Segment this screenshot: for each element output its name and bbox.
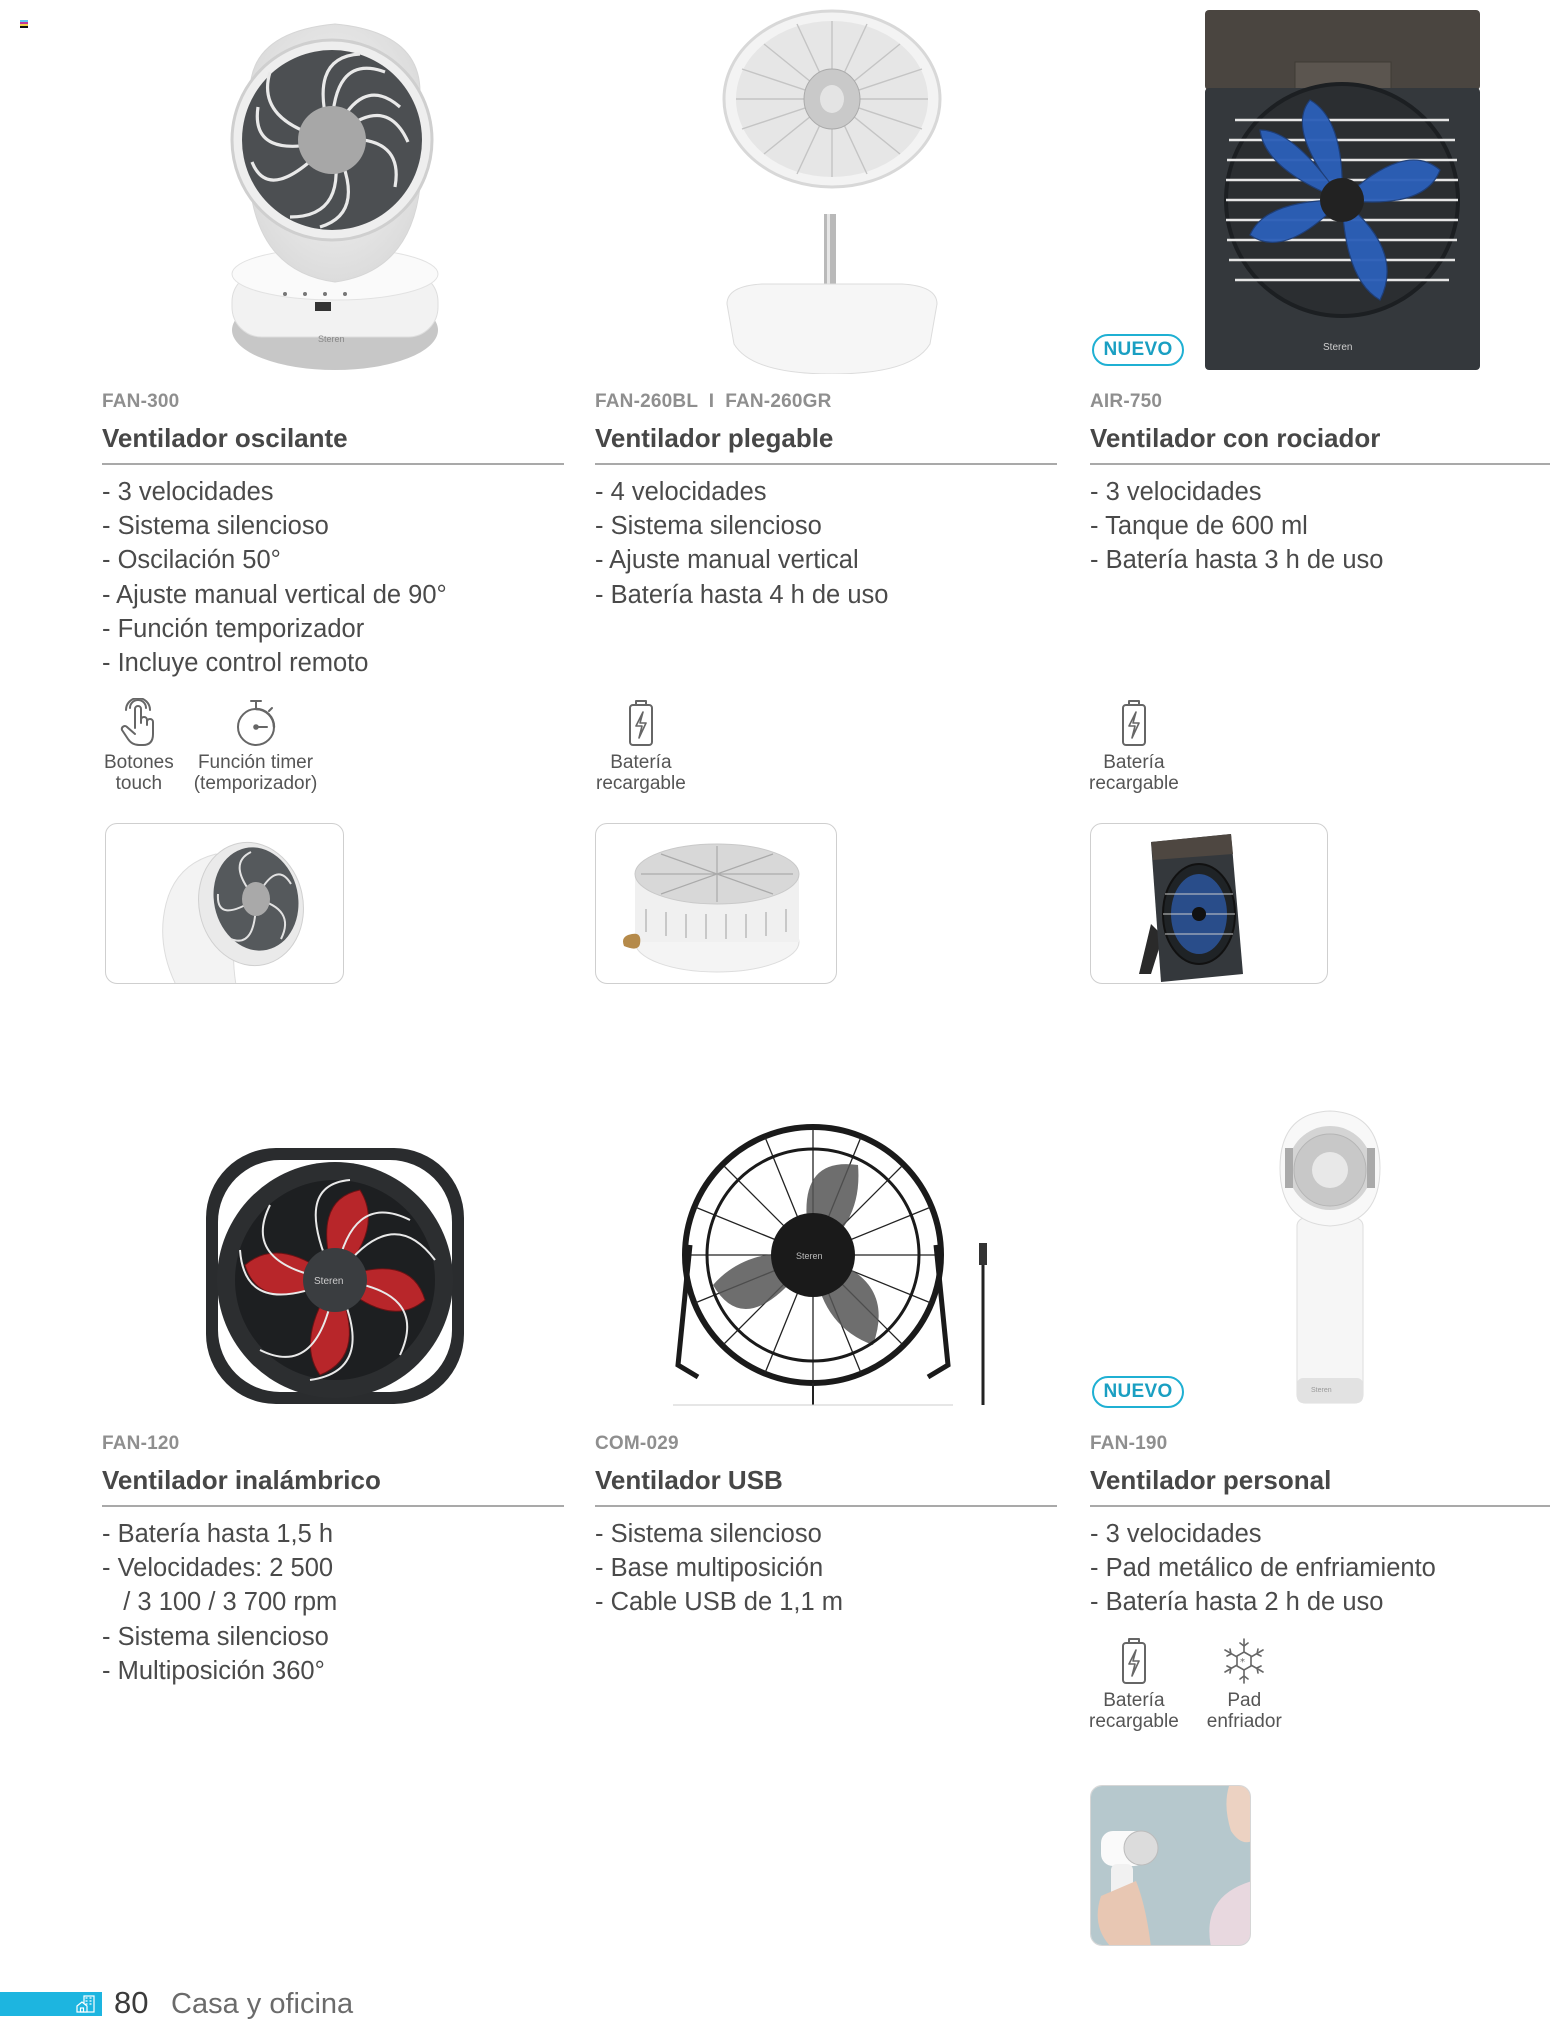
feature-label: Batería <box>1103 1690 1165 1711</box>
fan-side-view-image <box>106 824 344 984</box>
feature-rechargeable-battery <box>1089 698 1179 794</box>
person-using-fan-image <box>1091 1786 1251 1946</box>
feature-label: recargable <box>1089 1711 1179 1732</box>
feature-label: Batería <box>610 752 672 773</box>
product-model: FAN-260BL I FAN-260GR <box>595 391 832 412</box>
svg-text:Steren: Steren <box>1311 1387 1332 1394</box>
home-office-icon <box>76 1994 96 2014</box>
feature-label: Función timer <box>197 752 314 773</box>
feature-label: recargable <box>596 773 686 794</box>
product-model: COM-029 <box>595 1433 679 1454</box>
feature-label: Batería <box>1103 752 1165 773</box>
product-image-fan-300 <box>210 12 460 377</box>
feature-item: - Multiposición 360° <box>102 1656 325 1685</box>
product-card-air-750 <box>1090 390 1550 578</box>
feature-icons-fan-300 <box>104 698 317 794</box>
product-image-fan-260 <box>712 4 952 374</box>
feature-timer <box>194 698 318 794</box>
feature-label: Botones <box>104 752 174 773</box>
feature-label: enfriador <box>1206 1711 1282 1732</box>
feature-touch-buttons <box>104 698 174 794</box>
product-image-fan-190 <box>1275 1108 1385 1408</box>
feature-list <box>102 475 564 680</box>
feature-item: - Batería hasta 2 h de uso <box>1090 1588 1384 1617</box>
print-registration-mark <box>20 20 28 29</box>
product-card-fan-190 <box>1090 1432 1550 1620</box>
page-number: 80 <box>114 1985 149 2020</box>
feature-rechargeable-battery <box>596 698 686 794</box>
feature-list <box>595 475 1057 612</box>
feature-item: / 3 100 / 3 700 rpm <box>102 1588 338 1617</box>
feature-list <box>595 1517 1057 1620</box>
feature-item: - Sistema silencioso <box>102 512 329 541</box>
feature-item: - Sistema silencioso <box>595 512 822 541</box>
feature-item: - Sistema silencioso <box>595 1520 822 1548</box>
product-image-air-750 <box>1205 10 1480 370</box>
feature-item: - Incluye control remoto <box>102 649 369 678</box>
product-card-fan-120 <box>102 1432 564 1688</box>
thumbnail-fan-260-folded <box>595 823 837 984</box>
feature-item: - 3 velocidades <box>1090 478 1262 506</box>
feature-item: - Ajuste manual vertical de 90° <box>102 580 447 609</box>
feature-item: - Batería hasta 3 h de uso <box>1090 546 1384 575</box>
divider <box>102 1505 564 1507</box>
thumbnail-fan-190-lifestyle <box>1090 1785 1251 1946</box>
feature-item: - Función temporizador <box>102 614 365 643</box>
feature-item: - 4 velocidades <box>595 478 767 506</box>
divider <box>102 463 564 465</box>
feature-label: Pad <box>1227 1690 1262 1711</box>
feature-icons-air-750 <box>1089 698 1179 794</box>
feature-label: (temporizador) <box>193 773 318 794</box>
thumbnail-air-750-stand <box>1090 823 1328 984</box>
stopwatch-icon <box>232 698 280 748</box>
product-image-fan-120 <box>200 1140 470 1410</box>
product-model: FAN-190 <box>1090 1433 1168 1454</box>
feature-item: - Tanque de 600 ml <box>1090 512 1308 541</box>
divider <box>1090 463 1550 465</box>
product-card-com-029 <box>595 1432 1057 1620</box>
feature-label: touch <box>115 773 163 794</box>
new-badge: NUEVO <box>1092 334 1184 366</box>
svg-text:Steren: Steren <box>796 1251 823 1261</box>
product-title: Ventilador inalámbrico <box>102 1465 381 1495</box>
battery-icon <box>617 698 665 748</box>
feature-item: - Oscilación 50° <box>102 546 281 575</box>
svg-text:Steren: Steren <box>1323 342 1353 353</box>
svg-text:Steren: Steren <box>318 334 345 344</box>
product-title: Ventilador personal <box>1090 1465 1332 1495</box>
product-model: FAN-120 <box>102 1433 180 1454</box>
feature-label: recargable <box>1089 773 1179 794</box>
thumbnail-fan-300-side <box>105 823 344 984</box>
product-image-com-029 <box>668 1115 998 1410</box>
feature-item: - Cable USB de 1,1 m <box>595 1588 844 1617</box>
new-badge: NUEVO <box>1092 1376 1184 1408</box>
feature-list <box>1090 475 1550 578</box>
feature-icons-fan-260 <box>596 698 686 794</box>
section-name: Casa y oficina <box>171 1988 354 2020</box>
feature-item: - Sistema silencioso <box>102 1622 329 1651</box>
svg-text:Steren: Steren <box>314 1276 344 1287</box>
battery-icon <box>1110 1636 1158 1686</box>
divider <box>1090 1505 1550 1507</box>
product-title: Ventilador oscilante <box>102 423 348 453</box>
svg-text:*: * <box>1240 1657 1246 1668</box>
feature-item: - Base multiposición <box>595 1554 824 1583</box>
feature-item: - 3 velocidades <box>102 478 274 506</box>
divider <box>595 463 1057 465</box>
feature-item: - Pad metálico de enfriamiento <box>1090 1554 1436 1583</box>
product-title: Ventilador con rociador <box>1090 423 1381 453</box>
product-title: Ventilador plegable <box>595 423 834 453</box>
feature-list <box>102 1517 564 1688</box>
feature-item: - Ajuste manual vertical <box>595 546 859 575</box>
feature-list <box>1090 1517 1550 1620</box>
feature-item: - Batería hasta 1,5 h <box>102 1520 334 1548</box>
product-card-fan-260 <box>595 390 1057 612</box>
battery-icon <box>1110 698 1158 748</box>
feature-item: - Velocidades: 2 500 <box>102 1554 334 1583</box>
feature-item: - 3 velocidades <box>1090 1520 1262 1548</box>
touch-icon <box>115 698 163 748</box>
product-title: Ventilador USB <box>595 1465 783 1495</box>
feature-item: - Batería hasta 4 h de uso <box>595 580 889 609</box>
feature-cooling-pad <box>1207 1636 1282 1732</box>
snowflake-icon <box>1220 1636 1268 1686</box>
divider <box>595 1505 1057 1507</box>
fan-stand-image <box>1091 824 1328 984</box>
fan-folded-image <box>596 824 837 984</box>
feature-rechargeable-battery <box>1089 1636 1179 1732</box>
product-model: FAN-300 <box>102 391 180 412</box>
product-model: AIR-750 <box>1090 391 1163 412</box>
feature-icons-fan-190 <box>1089 1636 1282 1732</box>
product-card-fan-300 <box>102 390 564 680</box>
